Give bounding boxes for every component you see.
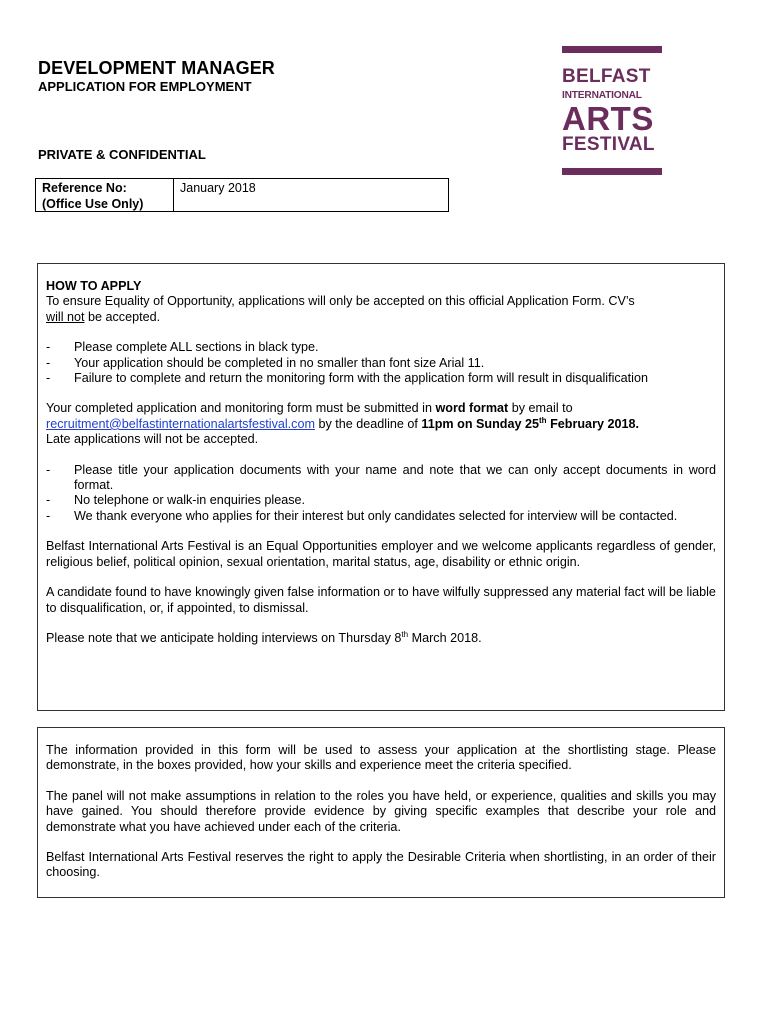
reference-label-line2: (Office Use Only) [42,197,144,211]
how-to-apply-box [37,263,725,711]
intro-paragraph: To ensure Equality of Opportunity, applications will only be accepted on this official Application Form. CV’s will not be accepted. [46,294,635,324]
logo-bottom-bar [562,168,662,175]
false-information-paragraph: A candidate found to have knowingly given false information or to have wilfully suppressed any material fact will be liable to disqualification, or, if appointed, to dismissal. [46,585,716,615]
notes-list [46,463,716,525]
list-item: - We thank everyone who applies for their interest but only candidates selected for interview will be contacted. [46,508,678,523]
reference-label-line1: Reference No: [42,181,127,195]
deadline-text: 11pm on Sunday 25th February 2018. [421,415,639,431]
logo-line-festival: FESTIVAL [562,134,655,155]
instructions-list [46,340,716,386]
logo-line-belfast: BELFAST [562,66,651,87]
list-item: - Please complete ALL sections in black type. [46,340,319,355]
interviews-paragraph: Please note that we anticipate holding interviews on Thursday 8th March 2018. [46,629,482,645]
page-title: DEVELOPMENT MANAGER [38,58,275,78]
will-not-text: will not [46,309,85,324]
equal-opportunities-paragraph: Belfast International Arts Festival is an Equal Opportunities employer and we welcome applicants regardless of gender, religious belief, political opinion, sexual orientation, marital status, age, disability or ethnic origin. [46,539,716,569]
logo-top-bar [562,46,662,53]
list-item: - Please title your application documents with your name and note that we can only accept documents in word format. [46,462,716,493]
logo-line-arts: ARTS [562,100,654,137]
criteria-paragraph-1: The information provided in this form will be used to assess your application at the shortlisting stage. Please demonstrate, in the boxes provided, how your skills and experience meet the criteria specified. [46,743,716,773]
reference-label [36,179,174,211]
reference-value: January 2018 [180,181,256,195]
reference-table [35,178,449,212]
page-subtitle: APPLICATION FOR EMPLOYMENT [38,79,252,94]
criteria-box [37,727,725,898]
submission-paragraph: Your completed application and monitoring form must be submitted in word format by email to recruitment@belfastinternationalartsfestival.com by the deadline of 11pm on Sunday 25th February 2018. Late applications will not be accepted. [46,401,639,447]
logo-line-international: INTERNATIONAL [562,90,642,101]
confidential-label: PRIVATE & CONFIDENTIAL [38,147,206,162]
list-item: - Failure to complete and return the monitoring form with the application form will result in disqualification [46,371,648,386]
criteria-paragraph-3: Belfast International Arts Festival reserves the right to apply the Desirable Criteria when shortlisting, in an order of their choosing. [46,850,716,880]
festival-logo [562,46,664,180]
list-item: - No telephone or walk-in enquiries please. [46,493,306,508]
how-to-apply-heading: HOW TO APPLY [46,279,142,293]
email-link[interactable]: recruitment@belfastinternationalartsfestival.com [46,416,315,431]
criteria-paragraph-2: The panel will not make assumptions in relation to the roles you have held, or experience, qualities and skills you may have gained. You should therefore provide evidence by giving specific examples that describe your role and demonstrate what you have achieved under each of the criteria. [46,788,716,834]
list-item: - Your application should be completed in no smaller than font size Arial 11. [46,355,485,370]
